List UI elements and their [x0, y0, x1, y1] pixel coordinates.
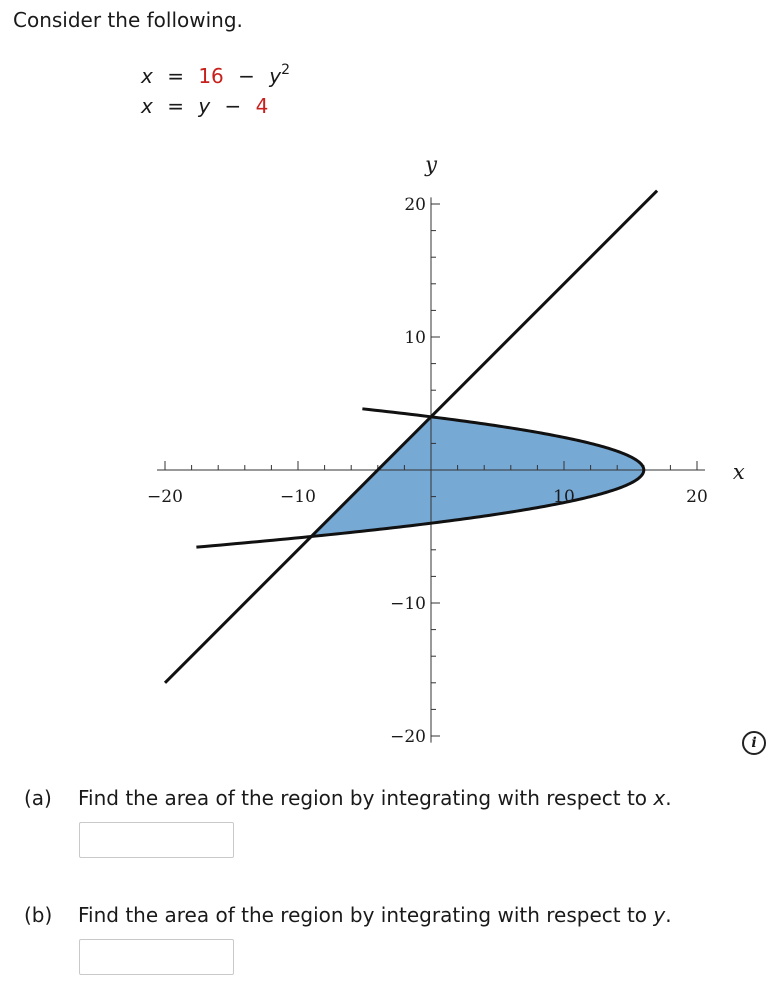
question-b-period: .: [665, 903, 672, 927]
eq2-operator: −: [224, 94, 242, 118]
x-tick-label: −20: [147, 487, 183, 507]
x-axis-label: x: [732, 460, 745, 484]
question-a-var: x: [653, 786, 666, 810]
question-a-letter: (a): [24, 786, 52, 810]
eq1-lhs: x: [141, 64, 153, 88]
x-tick-label: 10: [553, 487, 575, 507]
eq1-equals: =: [167, 64, 184, 88]
eq1-operator: −: [238, 64, 255, 88]
question-a-text: Find the area of the region by integrating with respect to: [78, 786, 654, 810]
eq1-exponent: 2: [281, 62, 291, 78]
eq2-lhs: x: [141, 94, 153, 118]
x-tick-label: −10: [280, 487, 316, 507]
eq2-constant: 4: [255, 94, 269, 118]
eq2-equals: =: [167, 94, 184, 118]
info-icon[interactable]: i: [742, 731, 766, 755]
y-tick-label: −20: [390, 727, 426, 747]
y-axis-label: y: [425, 152, 437, 177]
answer-a-input[interactable]: [79, 822, 234, 858]
question-a: [24, 786, 672, 810]
eq1-constant: 16: [198, 64, 224, 88]
y-tick-label: 20: [404, 195, 426, 215]
answer-b-input[interactable]: [79, 939, 234, 975]
x-tick-label: 20: [686, 487, 708, 507]
question-a-period: .: [665, 786, 672, 810]
question-b-var: y: [653, 903, 666, 927]
question-b: [24, 903, 672, 927]
question-b-letter: (b): [24, 903, 53, 927]
y-tick-label: 10: [404, 328, 426, 348]
question-b-text: Find the area of the region by integrating with respect to: [78, 903, 654, 927]
shaded-region: [311, 417, 644, 537]
y-tick-label: −10: [390, 594, 426, 614]
eq1-var: y: [269, 64, 282, 88]
eq2-var: y: [198, 94, 211, 118]
problem-intro: Consider the following.: [13, 8, 243, 32]
